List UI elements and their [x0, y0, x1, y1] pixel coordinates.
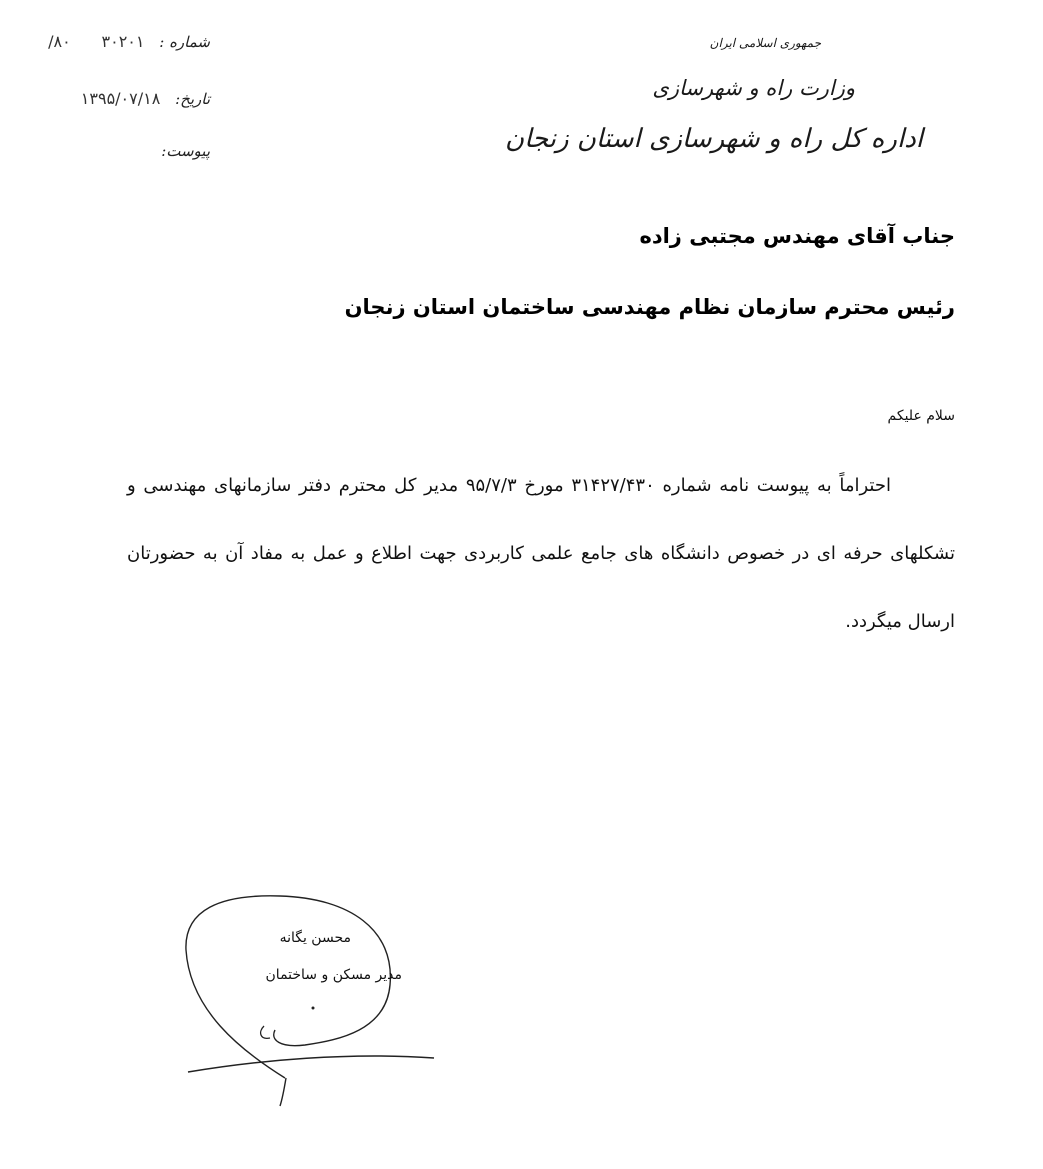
addressee-name: جناب آقای مهندس مجتبی زاده [639, 224, 955, 248]
header-ministry: وزارت راه و شهرسازی [652, 76, 855, 100]
letter-number-row [48, 32, 210, 51]
letter-date-value: ۱۳۹۵/۰۷/۱۸ [80, 89, 161, 108]
letter-number-suffix: ۸۰/ [48, 32, 71, 51]
letter-date-label: تاریخ: [175, 90, 210, 108]
letter-attachment-row [161, 142, 210, 160]
addressee-title: رئیس محترم سازمان نظام مهندسی ساختمان استان زنجان [344, 295, 955, 319]
signer-title: مدیر مسکن و ساختمان [265, 967, 402, 983]
signature-mark [180, 890, 450, 1120]
letter-attachment-label: پیوست: [161, 142, 210, 160]
letter-date-row [81, 89, 210, 108]
letter-body: احتراماً به پیوست نامه شماره ۳۱۴۲۷/۴۳۰ مورخ ۹۵/۷/۳ مدیر کل محترم دفتر سازمانهای مهندسی و تشکلهای حرفه ای در خصوص دانشگاه های جامع علمی کاربردی جهت اطلاع و عمل به مفاد آن به حضورتان ارسال میگردد. [127, 475, 955, 632]
letter-number-value: ۳۰۲۰۱ [101, 32, 145, 51]
signer-name: محسن یگانه [279, 930, 351, 946]
header-republic: جمهوری اسلامی ایران [709, 36, 821, 50]
header-directorate: اداره کل راه و شهرسازی استان زنجان [504, 124, 923, 154]
letter-number-label: شماره : [159, 33, 210, 51]
greeting: سلام علیکم [887, 408, 955, 424]
